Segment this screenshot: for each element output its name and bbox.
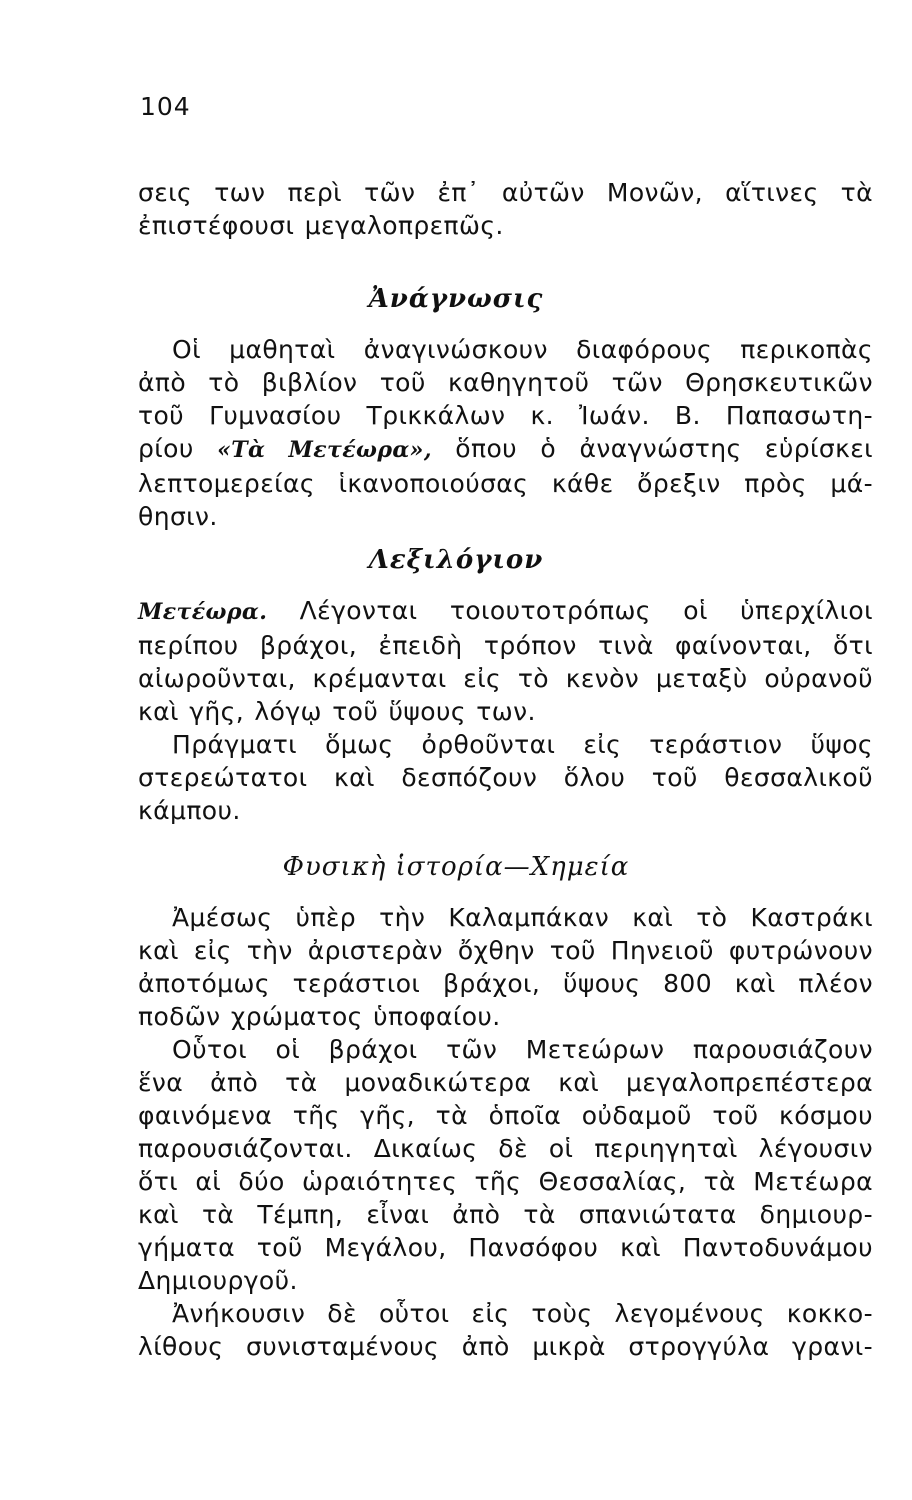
section-heading-vocabulary: Λεξιλόγιον bbox=[368, 545, 544, 575]
intro-paragraph bbox=[138, 176, 873, 242]
vocabulary-term: Μετέωρα. bbox=[138, 599, 268, 625]
text-line: λίθους συνισταμένους ἀπὸ μικρὰ στρογγύλα γρανι- bbox=[138, 1332, 873, 1361]
text-line: γήματα τοῦ Μεγάλου, Πανσόφου καὶ Παντοδυνάμου bbox=[138, 1233, 873, 1262]
reading-paragraph bbox=[138, 333, 873, 533]
text-line bbox=[138, 432, 873, 467]
text-line: ὅτι αἱ δύο ὡραιότητες τῆς Θεσσαλίας, τὰ Μετέωρα bbox=[138, 1167, 873, 1196]
text-line: στερεώτατοι καὶ δεσπόζουν ὅλου τοῦ θεσσαλικοῦ bbox=[138, 763, 873, 792]
book-title: «Τὰ Μετέωρα», bbox=[217, 437, 432, 463]
text-segment: ὅπου ὁ ἀναγνώστης εὑρίσκει bbox=[455, 434, 873, 463]
text-line: περίπου βράχοι, ἐπειδὴ τρόπον τινὰ φαίνονται, ὅτι bbox=[138, 631, 873, 660]
text-line: Ἀμέσως ὑπὲρ τὴν Καλαμπάκαν καὶ τὸ Καστράκι bbox=[172, 903, 873, 932]
text-line: Πράγματι ὅμως ὀρθοῦνται εἰς τεράστιον ὕψος bbox=[172, 730, 873, 759]
text-line: ἀποτόμως τεράστιοι βράχοι, ὕψους 800 καὶ πλέον bbox=[138, 969, 873, 998]
text-line: φαινόμενα τῆς γῆς, τὰ ὁποῖα οὐδαμοῦ τοῦ κόσμου bbox=[138, 1101, 873, 1130]
text-line: ποδῶν χρώματος ὑποφαίου. bbox=[138, 1002, 501, 1031]
section-heading-reading: Ἀνάγνωσις bbox=[368, 284, 544, 314]
text-line: ἐπιστέφουσι μεγαλοπρεπῶς. bbox=[138, 211, 504, 240]
text-line: Δημιουργοῦ. bbox=[138, 1266, 298, 1295]
text-line: σεις των περὶ τῶν ἐπ᾽ αὐτῶν Μονῶν, αἵτινες τὰ bbox=[138, 178, 873, 207]
text-line: λεπτομερείας ἱκανοποιούσας κάθε ὄρεξιν πρὸς μά- bbox=[138, 469, 873, 498]
text-line: Ἀνήκουσιν δὲ οὗτοι εἰς τοὺς λεγομένους κοκκο- bbox=[172, 1299, 873, 1328]
text-segment: ρίου bbox=[138, 434, 194, 463]
text-line: καὶ γῆς, λόγῳ τοῦ ὕψους των. bbox=[138, 697, 536, 726]
text-line: αἰωροῦνται, κρέμανται εἰς τὸ κενὸν μεταξὺ οὐρανοῦ bbox=[138, 664, 873, 693]
text-segment: Λέγονται τοιουτοτρόπως οἱ ὑπερχίλιοι bbox=[299, 596, 873, 625]
vocabulary-paragraph bbox=[138, 594, 873, 827]
text-line: καὶ τὰ Τέμπη, εἶναι ἀπὸ τὰ σπανιώτατα δημιουρ- bbox=[138, 1200, 873, 1229]
text-line: Οἱ μαθηταὶ ἀναγινώσκουν διαφόρους περικοπὰς bbox=[172, 335, 873, 364]
text-line: Οὗτοι οἱ βράχοι τῶν Μετεώρων παρουσιάζουν bbox=[172, 1035, 873, 1064]
text-line: ἕνα ἀπὸ τὰ μοναδικώτερα καὶ μεγαλοπρεπέστερα bbox=[138, 1068, 873, 1097]
text-line: τοῦ Γυμνασίου Τρικκάλων κ. Ἰωάν. Β. Παπασωτη- bbox=[138, 401, 873, 430]
text-line: καὶ εἰς τὴν ἀριστερὰν ὄχθην τοῦ Πηνειοῦ φυτρώνουν bbox=[138, 936, 873, 965]
text-line: ἀπὸ τὸ βιβλίον τοῦ καθηγητοῦ τῶν Θρησκευτικῶν bbox=[138, 368, 873, 397]
page-number: 104 bbox=[140, 92, 191, 121]
text-line: παρουσιάζονται. Δικαίως δὲ οἱ περιηγηταὶ λέγουσιν bbox=[138, 1134, 873, 1163]
text-line: θησιν. bbox=[138, 502, 218, 531]
text-line: κάμπου. bbox=[138, 796, 241, 825]
text-line bbox=[138, 594, 873, 629]
natural-history-paragraph bbox=[138, 901, 873, 1363]
section-heading-natural-history: Φυσικὴ ἱστορία—Χημεία bbox=[282, 852, 630, 882]
